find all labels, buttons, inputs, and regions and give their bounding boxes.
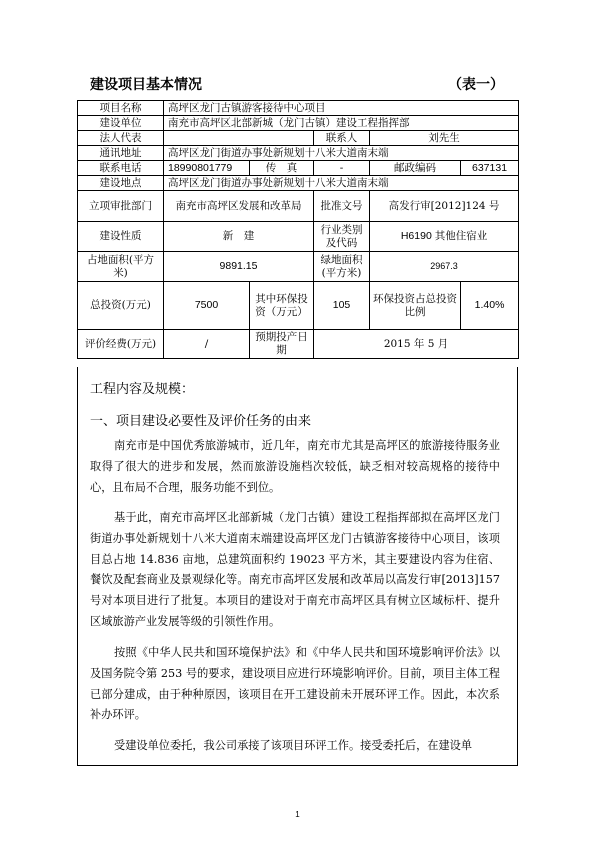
sub-title: 一、项目建设必要性及评价任务的由来	[90, 414, 312, 429]
paragraph: 南充市是中国优秀旅游城市，近几年，南充市尤其是高坪区的旅游接待服务业取得了很大的进步和发展，然而旅游设施档次较低，缺乏相对较高规格的接待中心，且布局不合理，服务功能不到位。	[90, 439, 500, 494]
prod-date-label: 预期投产日期	[250, 330, 314, 359]
legal-rep-value	[164, 131, 314, 146]
page-number: 1	[295, 810, 300, 819]
phone-label: 联系电话	[78, 161, 164, 176]
postcode-value: 637131	[461, 161, 519, 176]
table-row	[78, 330, 519, 359]
approval-no-label: 批准文号	[314, 191, 370, 222]
project-info-table	[77, 100, 519, 359]
table-row	[78, 101, 519, 116]
location-label: 建设地点	[78, 176, 164, 191]
green-label: 绿地面积(平方米)	[314, 252, 370, 282]
eval-fee-value: /	[164, 330, 250, 359]
table-row	[78, 176, 519, 191]
table-row	[78, 222, 519, 252]
area-label: 占地面积(平方米)	[78, 252, 164, 282]
area-value: 9891.15	[164, 252, 314, 282]
paragraph: 基于此，南充市高坪区北部新城（龙门古镇）建设工程指挥部拟在高坪区龙门街道办事处新规划十八米大道南末端建设高坪区龙门古镇游客接待中心项目，该项目总占地 14.836 亩地，总建筑面积约 19023 平方米，其主要建设内容为住宿、餐饮及配套商业及景观绿化等。南充市高坪区发展和改革局以高发行审[2013]157 号对本项目进行了批复。本项目的建设对于南充市高坪区具有树立区域标杆、提升区域旅游产业发展等级的引领性作用。	[90, 511, 500, 628]
invest-value: 7500	[164, 282, 250, 330]
approval-no-value: 高发行审[2012]124 号	[370, 191, 519, 222]
industry-value: H6190 其他住宿业	[370, 222, 519, 252]
address-label: 通讯地址	[78, 146, 164, 161]
eval-fee-label: 评价经费(万元)	[78, 330, 164, 359]
report-title: 建设项目基本情况	[90, 77, 202, 93]
builder-label: 建设单位	[78, 116, 164, 131]
env-invest-label: 其中环保投资（万元）	[250, 282, 314, 330]
table-row	[78, 116, 519, 131]
env-ratio-value: 1.40%	[461, 282, 519, 330]
paragraph: 受建设单位委托，我公司承接了该项目环评工作。接受委托后，在建设单	[114, 739, 473, 752]
table-row	[78, 131, 519, 146]
project-name-label: 项目名称	[78, 101, 164, 116]
contact-value: 刘先生	[370, 131, 519, 146]
table-row	[78, 161, 519, 176]
env-invest-value: 105	[314, 282, 370, 330]
approval-dept-value: 南充市高坪区发展和改革局	[164, 191, 314, 222]
env-ratio-label: 环保投资占总投资比例	[370, 282, 461, 330]
project-name-value: 高坪区龙门古镇游客接待中心项目	[164, 101, 519, 116]
fax-value: -	[314, 161, 370, 176]
prod-date-value: 2015 年 5 月	[314, 330, 519, 359]
location-value: 高坪区龙门街道办事处新规划十八米大道南末端	[164, 176, 519, 191]
invest-label: 总投资(万元)	[78, 282, 164, 330]
table-row	[78, 146, 519, 161]
table-row	[78, 191, 519, 222]
postcode-label: 邮政编码	[370, 161, 461, 176]
address-value: 高坪区龙门街道办事处新规划十八米大道南末端	[164, 146, 519, 161]
section-title: 工程内容及规模：	[90, 382, 195, 397]
green-value: 2967.3	[370, 252, 519, 282]
table-row	[78, 252, 519, 282]
nature-label: 建设性质	[78, 222, 164, 252]
builder-value: 南充市高坪区北部新城（龙门古镇）建设工程指挥部	[164, 116, 519, 131]
legal-rep-label: 法人代表	[78, 131, 164, 146]
paragraph: 按照《中华人民共和国环境保护法》和《中华人民共和国环境影响评价法》以及国务院令第 253 号的要求，建设项目应进行环境影响评价。目前，项目主体工程已部分建成，由于种种原因，该项目在开工建设前未开展环评工作。因此，本次系补办环评。	[90, 646, 500, 722]
phone-value: 18990801779	[164, 161, 250, 176]
contact-label: 联系人	[314, 131, 370, 146]
table-number: （表一）	[448, 77, 504, 93]
fax-label: 传 真	[250, 161, 314, 176]
industry-label: 行业类别及代码	[314, 222, 370, 252]
approval-dept-label: 立项审批部门	[78, 191, 164, 222]
nature-value: 新 建	[164, 222, 314, 252]
page-header	[90, 74, 510, 94]
table-row	[78, 282, 519, 330]
